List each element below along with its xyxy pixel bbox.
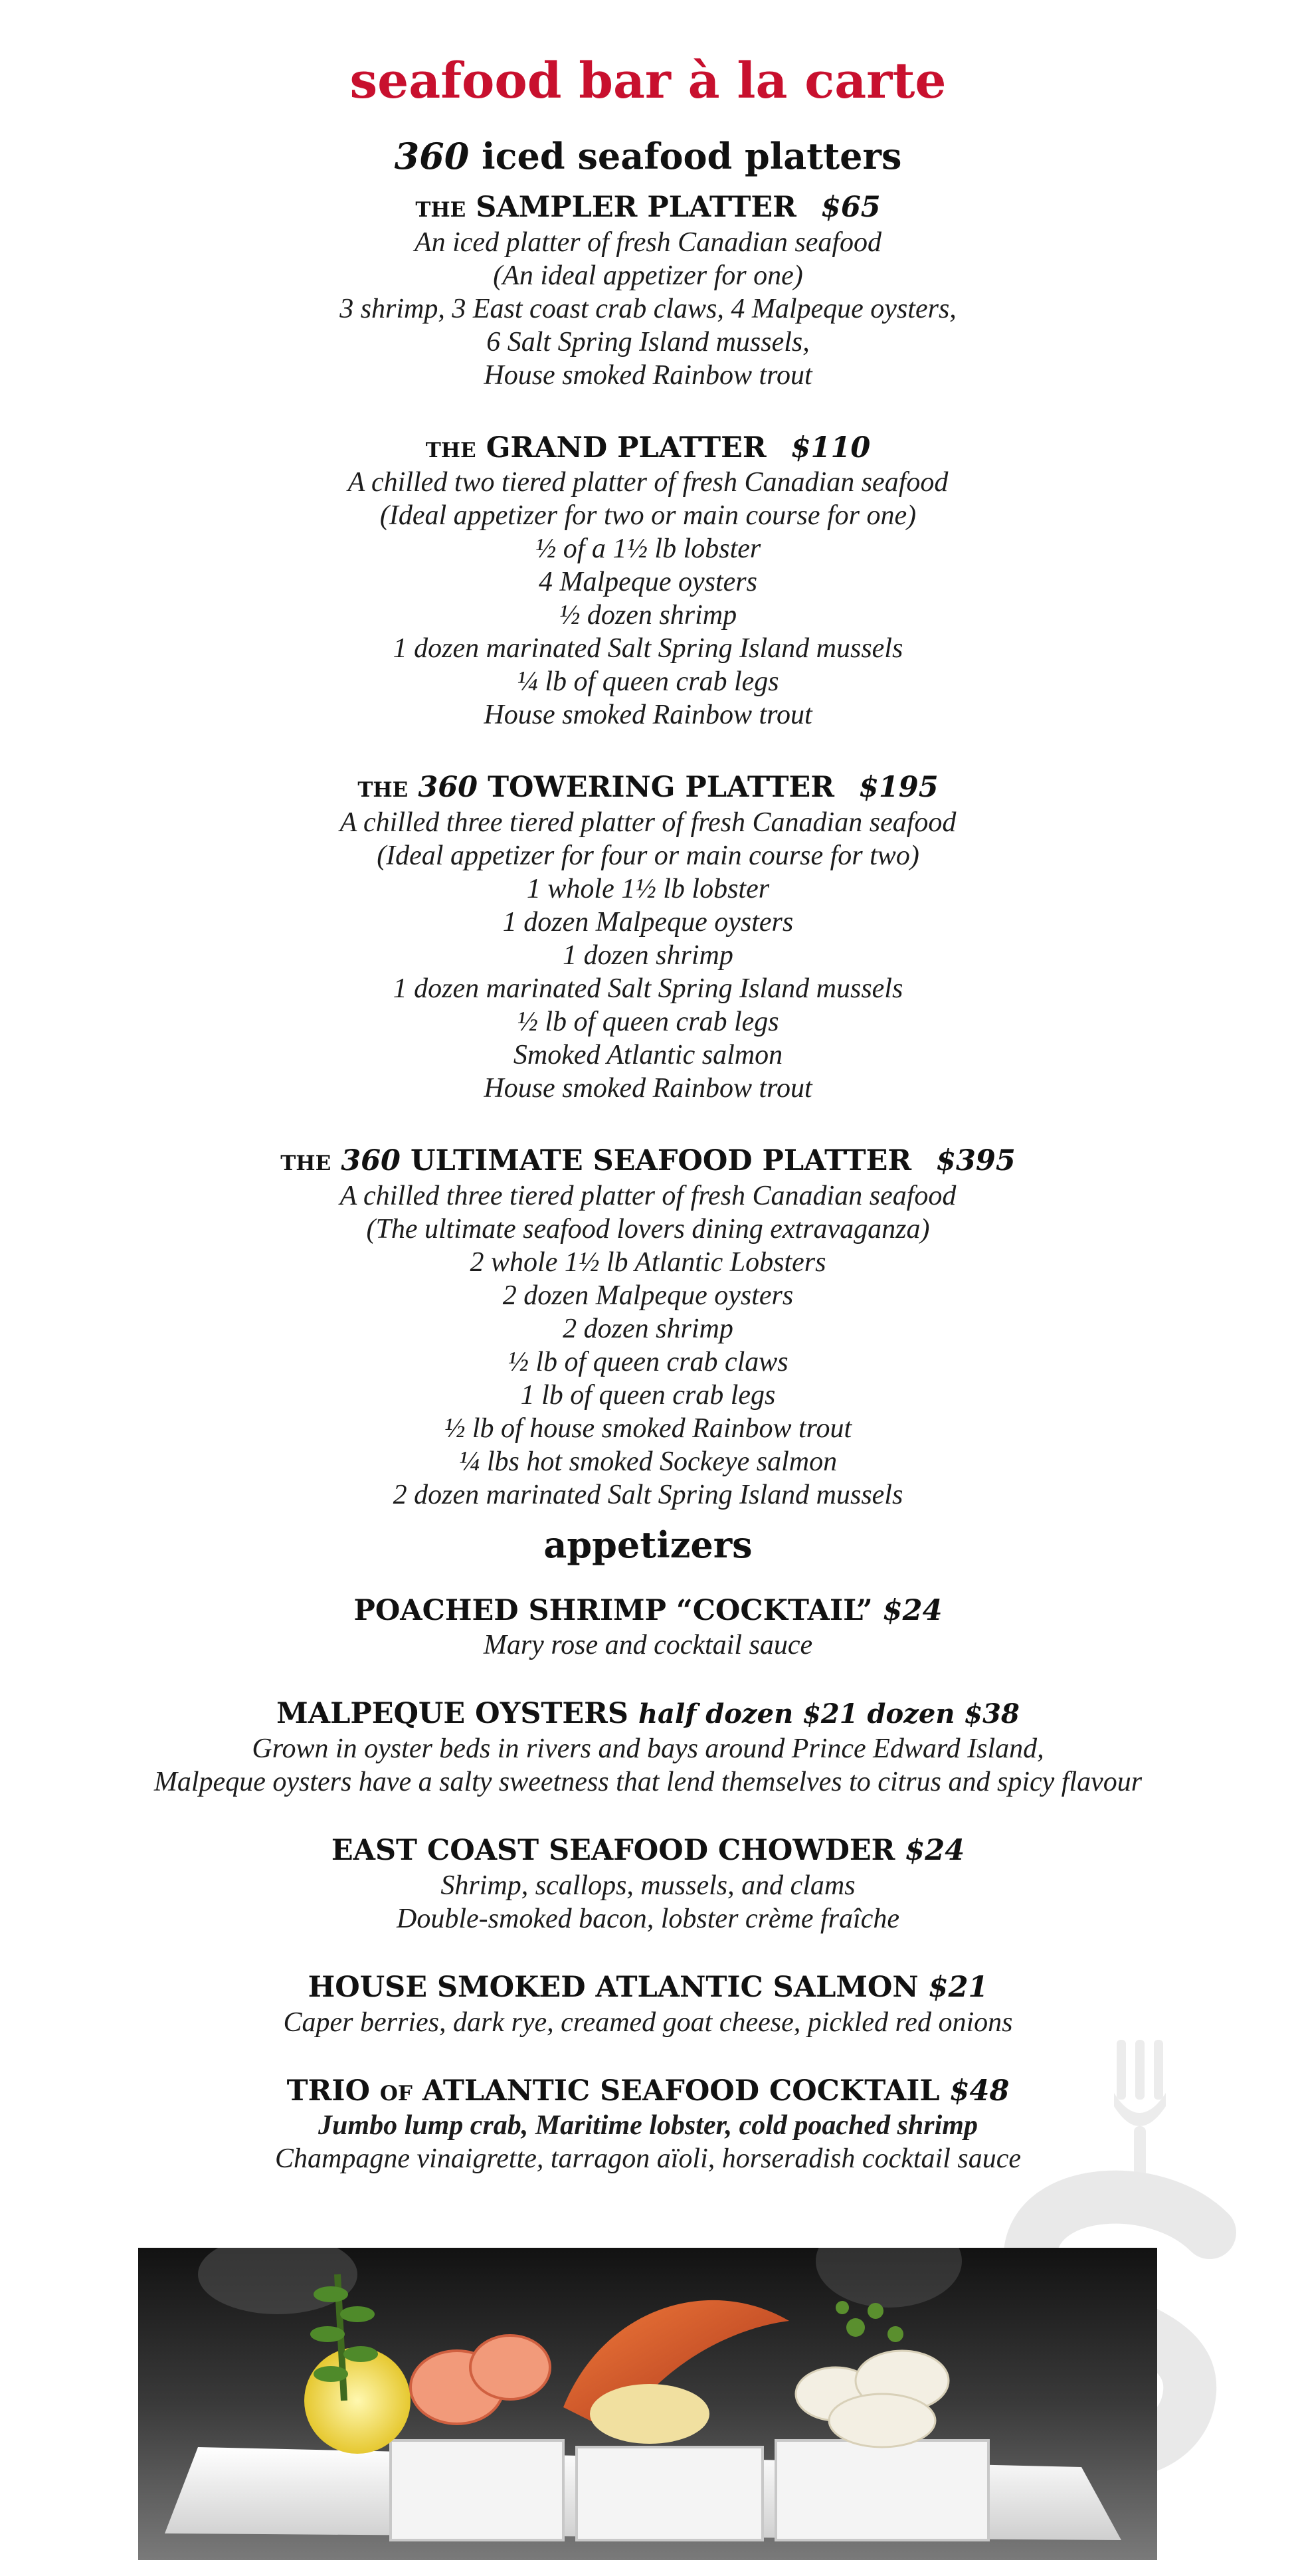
item-highlight-line: Jumbo lump crab, Maritime lobster, cold poached shrimp — [318, 2110, 978, 2141]
item-name-small: OF — [379, 2081, 413, 2106]
item-description-line: (An ideal appetizer for one) — [493, 260, 803, 291]
menu-item-ultimate-seafood-platter — [0, 1143, 1296, 1512]
item-description-line: 1 dozen Malpeque oysters — [502, 907, 794, 938]
item-title — [0, 1833, 1296, 1869]
item-name-num: 360 — [418, 771, 478, 805]
item-description-line: 4 Malpeque oysters — [539, 567, 757, 598]
item-price: $195 — [858, 771, 939, 805]
item-description-line: ½ dozen shrimp — [559, 600, 737, 631]
platters-section-title — [0, 135, 1296, 178]
menu-item-malpeque-oysters — [0, 1696, 1296, 1799]
item-description-line: Double-smoked bacon, lobster crème fraîche — [397, 1903, 899, 1934]
item-price: half dozen $21 dozen $38 — [638, 1698, 1020, 1730]
item-description-line: A chilled three tiered platter of fresh Canadian seafood — [339, 1180, 957, 1211]
item-name: ULTIMATE SEAFOOD PLATTER — [410, 1144, 912, 1178]
photo-illustration — [138, 2248, 1157, 2560]
item-name: MALPEQUE OYSTERS — [276, 1697, 628, 1731]
menu-item-smoked-salmon — [0, 1970, 1296, 2039]
item-price: $110 — [790, 431, 871, 464]
item-title — [0, 1696, 1296, 1732]
item-description-line: Malpeque oysters have a salty sweetness that lend themselves to citrus and spicy flavour — [153, 1767, 1143, 1798]
item-description-line: Champagne vinaigrette, tarragon aïoli, horseradish cocktail sauce — [275, 2143, 1021, 2175]
menu-title: seafood bar à la carte — [349, 52, 947, 110]
item-name-part: ATLANTIC SEAFOOD COCKTAIL — [422, 2074, 940, 2108]
item-name: TOWERING PLATTER — [488, 771, 834, 805]
item-description-line: ½ lb of queen crab legs — [517, 1007, 779, 1038]
item-description-line: 2 whole 1½ lb Atlantic Lobsters — [470, 1246, 826, 1278]
item-price: $395 — [936, 1144, 1016, 1178]
menu-item-seafood-chowder — [0, 1833, 1296, 1935]
item-title — [0, 431, 1296, 466]
item-price: $65 — [820, 190, 881, 224]
item-name: POACHED SHRIMP “COCKTAIL” — [353, 1593, 873, 1627]
item-name: HOUSE SMOKED ATLANTIC SALMON — [308, 1970, 919, 2004]
platters-title-text: iced seafood platters — [482, 135, 902, 178]
item-description-line: ½ of a 1½ lb lobster — [535, 534, 761, 565]
menu-item-grand-platter — [0, 431, 1296, 732]
item-description-line: (Ideal appetizer for four or main course for two) — [377, 841, 919, 872]
item-description-line: House smoked Rainbow trout — [484, 1073, 812, 1104]
item-description-line: 1 dozen marinated Salt Spring Island mussels — [393, 973, 903, 1005]
appetizers-section-title: appetizers — [543, 1523, 753, 1566]
item-description-line: House smoked Rainbow trout — [484, 359, 812, 391]
item-description-line: Caper berries, dark rye, creamed goat cheese, pickled red onions — [283, 2007, 1013, 2038]
item-description-line: (Ideal appetizer for two or main course for one) — [379, 500, 917, 532]
item-description-line: 1 whole 1½ lb lobster — [526, 874, 770, 905]
menu-item-towering-platter — [0, 770, 1296, 1105]
item-description-line: 3 shrimp, 3 East coast crab claws, 4 Malpeque oysters, — [339, 293, 957, 324]
item-description-line: ¼ lbs hot smoked Sockeye salmon — [458, 1446, 838, 1477]
item-description-line: 2 dozen Malpeque oysters — [502, 1280, 794, 1311]
item-title — [0, 770, 1296, 806]
menu-item-poached-shrimp — [0, 1593, 1296, 1662]
item-price: $48 — [949, 2074, 1010, 2108]
item-prefix: THE — [357, 778, 409, 803]
item-description-line: 6 Salt Spring Island mussels, — [486, 326, 810, 357]
item-description-line: Mary rose and cocktail sauce — [483, 1630, 813, 1661]
item-description-line: An iced platter of fresh Canadian seafood — [414, 227, 882, 258]
item-name-num: 360 — [341, 1144, 401, 1178]
item-name: SAMPLER PLATTER — [476, 190, 796, 224]
platters-title-num: 360 — [394, 135, 470, 178]
item-description-line: A chilled three tiered platter of fresh Canadian seafood — [339, 807, 957, 839]
item-description-line: ¼ lb of queen crab legs — [517, 666, 779, 698]
item-description-line: Smoked Atlantic salmon — [513, 1040, 783, 1071]
item-description-line: Shrimp, scallops, mussels, and clams — [440, 1870, 856, 1901]
item-description-line: A chilled two tiered platter of fresh Canadian seafood — [347, 467, 949, 498]
item-description-line: House smoked Rainbow trout — [484, 700, 812, 731]
item-description-line: 1 dozen shrimp — [563, 940, 733, 971]
item-description-line: ½ lb of queen crab claws — [508, 1346, 788, 1377]
item-description-line: Grown in oyster beds in rivers and bays around Prince Edward Island, — [252, 1734, 1044, 1765]
item-price: $24 — [882, 1593, 943, 1627]
item-description-line: 1 dozen marinated Salt Spring Island mussels — [393, 633, 903, 664]
item-title — [0, 1970, 1296, 2006]
item-price: $24 — [905, 1834, 965, 1868]
item-description-line: 1 lb of queen crab legs — [520, 1379, 776, 1411]
item-description-line: 2 dozen marinated Salt Spring Island mussels — [393, 1479, 903, 1510]
seafood-cocktail-trio-photo — [138, 2248, 1157, 2560]
item-price: $21 — [928, 1970, 988, 2004]
item-name: EAST COAST SEAFOOD CHOWDER — [331, 1834, 895, 1868]
item-title — [0, 190, 1296, 226]
item-prefix: THE — [425, 438, 476, 462]
item-name: GRAND PLATTER — [486, 431, 767, 464]
item-title — [0, 1593, 1296, 1629]
item-prefix: THE — [280, 1151, 331, 1176]
item-description-line: (The ultimate seafood lovers dining extravaganza) — [366, 1213, 930, 1244]
item-title — [0, 1143, 1296, 1179]
menu-item-sampler-platter — [0, 190, 1296, 392]
item-description-line: ½ lb of house smoked Rainbow trout — [444, 1413, 852, 1444]
item-prefix: THE — [415, 197, 466, 222]
item-description-line: 2 dozen shrimp — [563, 1313, 733, 1344]
item-name-part: TRIO — [286, 2074, 370, 2108]
